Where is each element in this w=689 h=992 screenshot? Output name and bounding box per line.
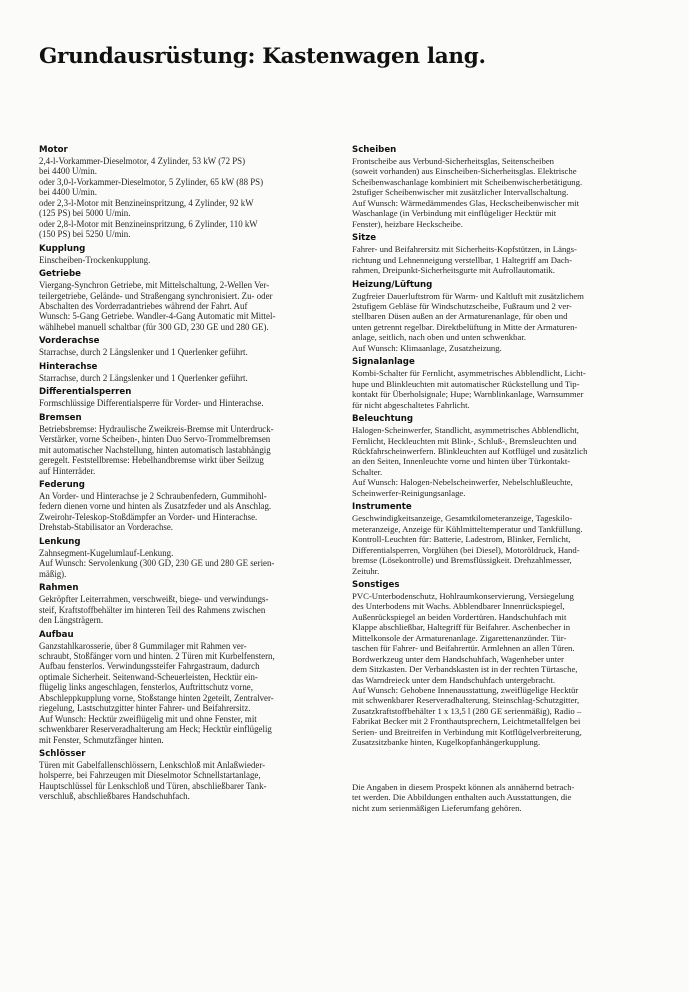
section-text-motor: 2,4-l-Vorkammer-Dieselmotor, 4 Zylinder, 53 kW (72 PS) bei 4400 U/min. oder 3,0-l-Vorkammer-Dieselmotor, 5 Zylinder, 65 kW (88 PS) bei 4400 U/min. oder 2,3-l-Motor mit Benzineinspritzung, 4 Zylinder, 92 kW (125 PS) bei 5000 U/min. oder 2,8-l-Motor mit Benzineinspritzung, 6 Zylinder, 110 kW (150 PS) bei 5250 U/min.: [39, 156, 264, 240]
section-heading-getriebe: Getriebe: [39, 269, 81, 280]
left-column: [39, 145, 339, 806]
section-text-vorderachse: Starrachse, durch 2 Längslenker und 1 Querlenker geführt.: [39, 347, 248, 358]
section-lenkung: [39, 537, 339, 579]
section-heading-scheiben: Scheiben: [352, 145, 397, 155]
section-vorderachse: [39, 336, 339, 357]
section-motor: [39, 145, 339, 240]
section-text-beleuchtung: Halogen-Scheinwerfer, Standlicht, asymmetrisches Abblendlicht, Fernlicht, Heckleuchten mit Blink-, Schluß-, Bremsleuchten und Rückfahrscheinwerfern. Blinkleuchten auf Kotflügel und zusätzlich an den Seiten, Innenleuchte vorne und hinten über Türkontakt- Schalter. Auf Wunsch: Halogen-Nebelscheinwerfer, Nebelschlußleuchte, Scheinwerfer-Reinigungsanlage.: [352, 425, 588, 498]
section-heizung-lueftung: [352, 280, 658, 354]
section-heading-lenkung: Lenkung: [39, 536, 81, 547]
section-sonstiges: [352, 580, 658, 748]
page-title: Grundausrüstung: Kastenwagen lang.: [39, 44, 486, 69]
section-text-heizung-lueftung: Zugfreier Dauerluftstrom für Warm- und Kaltluft mit zusätzlichem 2stufigem Gebläse für Windschutzscheibe, Fußraum und 2 ver- stellbaren Düsen außen an der Armaturenanlage, für oben und unten getrennt regelbar. Direktbelüftung in Mitte der Armaturen- anlage, seitlich, nach oben und unten schwenkbar. Auf Wunsch: Klimaanlage, Zusatzheizung.: [352, 290, 584, 353]
section-hinterachse: [39, 362, 339, 383]
section-instrumente: [352, 502, 658, 576]
section-text-sonstiges: PVC-Unterbodenschutz, Hohlraumkonservierung, Versiegelung des Unterbodens mit Wachs. Abblendbarer Innenrückspiegel, Außenrückspiegel an beiden Vordertüren. Handschuhfach mit Klappe abschließbar, Haltegriff für Beifahrer. Aschenbecher in Mittelkonsole der Armaturenanlage. Zigarettenanzünder. Tür- taschen für Fahrer- und Beifahrertür. Armlehnen an allen Türen. Bordwerkzeug unter dem Handschuhfach, Wagenheber unter dem Sitzkasten. Der Verbandskasten ist in der rechten Türtasche, das Warndreieck unter dem Handschuhfach untergebracht. Auf Wunsch: Gehobene Innenausstattung, zweiflügelige Hecktür mit schwenkbarer Reserveradhalterung, Steinschlag-Schutzgitter, Zusatzkraftstoffbehälter 1 x 13,5 l (280 GE serienmäßig), Radio – Fabrikat Becker mit 2 Fronthautsprechern, Leichtmetallfelgen bei Serien- und Breitreifen in Verbindung mit Kotflügelverbreiterung, Zusatzsitzbanke hinten, Kugelkopfanhängerkupplung.: [352, 590, 582, 748]
section-rahmen: [39, 583, 339, 625]
section-scheiben: [352, 145, 658, 229]
section-heading-rahmen: Rahmen: [39, 583, 79, 594]
section-heading-vorderachse: Vorderachse: [39, 336, 100, 347]
section-bremsen: [39, 413, 339, 476]
section-text-differentialsperren: Formschlüssige Differentialsperre für Vorder- und Hinterachse.: [39, 398, 264, 409]
section-heading-federung: Federung: [39, 479, 85, 490]
section-text-rahmen: Gekröpfter Leiterrahmen, verschweißt, biege- und verwindungs- steif, Kraftstoffbehälter im hinteren Teil des Rahmens zwischen den Längsträgern.: [39, 594, 269, 626]
section-heading-hinterachse: Hinterachse: [39, 361, 98, 372]
section-text-kupplung: Einscheiben-Trockenkupplung.: [39, 254, 151, 265]
section-getriebe: [39, 269, 339, 332]
section-sitze: [352, 233, 658, 275]
section-heading-bremsen: Bremsen: [39, 412, 82, 423]
section-text-scheiben: Frontscheibe aus Verbund-Sicherheitsglas, Seitenscheiben (soweit vorhanden) aus Einscheiben-Sicherheitsglas. Elektrische Scheibenwaschanlage kombiniert mit Scheibenwischerbetätigung. 2stufiger Scheibenwischer mit zusätzlicher Intervallschaltung. Auf Wunsch: Wärmedämmendes Glas, Heckscheibenwischer mit Waschanlage (in Verbindung mit einflügeliger Hecktür mit Fenster), heizbare Heckscheibe.: [352, 156, 583, 229]
section-heading-motor: Motor: [39, 145, 68, 155]
section-heading-instrumente: Instrumente: [352, 502, 412, 513]
section-text-signalanlage: Kombi-Schalter für Fernlicht, asymmetrisches Abblendlicht, Licht- hupe und Blinkleuchten mit automatischer Rückstellung und Tip- kontakt für Überholsignale; Hupe; Warnblinkanlage, Warnsummer für nicht abgeschaltetes Fahrlicht.: [352, 368, 586, 410]
section-heading-differentialsperren: Differentialsperren: [39, 387, 132, 398]
section-text-instrumente: Geschwindigkeitsanzeige, Gesamtkilometeranzeige, Tageskilo- meteranzeige, Anzeige für Kühlmitteltemperatur und Tankfüllung. Kontroll-Leuchten für: Batterie, Ladestrom, Blinker, Fernlicht, Differentialsperren, Vorglühen (bei Diesel), Motoröldruck, Hand- bremse (Lösekontrolle) und Bremsflüssigkeit. Drehzahlmesser, Zeituhr.: [352, 513, 583, 576]
right-column: [352, 145, 658, 752]
section-heading-sonstiges: Sonstiges: [352, 579, 400, 590]
section-text-hinterachse: Starrachse, durch 2 Längslenker und 1 Querlenker geführt.: [39, 372, 248, 383]
section-text-lenkung: Zahnsegment-Kugelumlauf-Lenkung. Auf Wunsch: Servolenkung (300 GD, 230 GE und 280 GE serien- mäßig).: [39, 547, 275, 579]
section-differentialsperren: [39, 387, 339, 408]
section-text-aufbau: Ganzstahlkarosserie, über 8 Gummilager mit Rahmen ver- schraubt, Stoßfänger vorn und hinten. 2 Türen mit Kurbelfenstern, Aufbau fensterlos. Verwindungssteifer Fahrgastraum, dadurch optimale Sicherheit. Seitenwand-Scheuerleisten, Hecktür ein- flügelig links angeschlagen, fensterlos, Auftrittschutz vorne, Abschleppkupplung vorne, Stoßstange hinten 2geteilt, Zentralver- riegelung, Lastschutzgitter hinter Fahrer- und Beifahrersitz. Auf Wunsch: Hecktür zweiflügelig mit und ohne Fenster, mit schwenkbarer Reserveradhalterung am Heck; Hecktür einflügelig mit Fenster, Schmutzfänger hinten.: [39, 640, 275, 745]
section-heading-signalanlage: Signalanlage: [352, 357, 415, 368]
section-text-bremsen: Betriebsbremse: Hydraulische Zweikreis-Bremse mit Unterdruck- Verstärker, vorne Scheiben-, hinten Duo Servo-Trommelbremsen mit automatischer Nachstellung, hinten automatisch lastabhängig geregelt. Feststellbremse: Hebelhandbremse wirkt über Seilzug auf Hinterräder.: [39, 423, 274, 476]
section-text-getriebe: Viergang-Synchron Getriebe, mit Mittelschaltung, 2-Wellen Ver- teilergetriebe, Gelände- und Straßengang synchronisiert. Zu- oder Abschalten des Vorderradantriebes während der Fahrt. Auf Wunsch: 5-Gang Getriebe. Wandler-4-Gang Automatic mit Mittel- wählhebel manuell schaltbar (für 300 GD, 230 GE und 280 GE).: [39, 280, 276, 332]
section-signalanlage: [352, 357, 658, 410]
section-heading-schloesser: Schlösser: [39, 749, 86, 760]
section-heading-aufbau: Aufbau: [39, 629, 74, 640]
section-text-schloesser: Türen mit Gabelfallenschlössern, Lenkschloß mit Anlaßwieder- holsperre, bei Fahrzeugen mit Dieselmotor Schnellstartanlage, Hauptschlüssel für Lenkschloß und Türen, abschließbarer Tank- verschluß, abschließbares Handschuhfach.: [39, 760, 267, 802]
section-kupplung: [39, 244, 339, 265]
section-heading-heizung-lueftung: Heizung/Lüftung: [352, 279, 433, 290]
footnote: Die Angaben in diesem Prospekt können als annähernd betrach- tet werden. Die Abbildungen enthalten auch Ausstattungen, die nicht zum serienmäßigen Lieferumfang gehören.: [352, 782, 575, 813]
section-heading-sitze: Sitze: [352, 233, 377, 244]
section-aufbau: [39, 630, 339, 746]
section-heading-beleuchtung: Beleuchtung: [352, 414, 413, 425]
section-schloesser: [39, 749, 339, 802]
section-federung: [39, 480, 339, 533]
section-heading-kupplung: Kupplung: [39, 243, 86, 254]
section-beleuchtung: [352, 414, 658, 498]
section-text-federung: An Vorder- und Hinterachse je 2 Schraubenfedern, Gummihohl- federn dienen vorne und hinten als Zusatzfeder und als Anschlag. Zweirohr-Teleskop-Stoßdämpfer an Vorder- und Hinterachse. Drehstab-Stabilisator an Vorderachse.: [39, 490, 272, 533]
section-text-sitze: Fahrer- und Beifahrersitz mit Sicherheits-Kopfstützen, in Längs- richtung und Lehnenneigung verstellbar, 1 Haltegriff am Dach- rahmen, Dreipunkt-Sicherheitsgurte mit Aufrollautomatik.: [352, 244, 577, 276]
